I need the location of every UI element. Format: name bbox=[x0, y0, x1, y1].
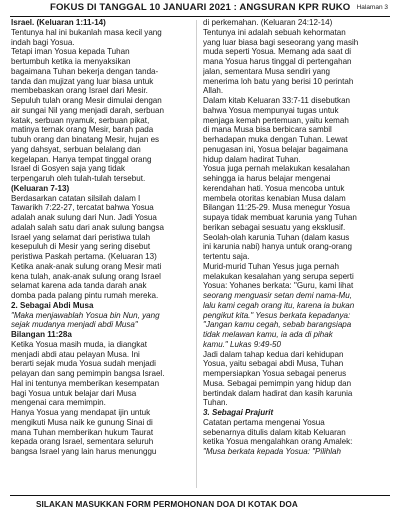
text-line: mengikuti Musa naik ke gunung Sinai di bbox=[11, 417, 153, 427]
text-line: bertindak dalam hadirat dan kasih karunia bbox=[203, 388, 353, 398]
text-line: domba pada palang pintu rumah mereka. bbox=[11, 291, 159, 300]
quote-line: kamu." Lukas 9:49-50 bbox=[203, 339, 282, 349]
text-line: Yosua juga pernah melakukan kesalahan bbox=[203, 164, 350, 174]
page-footer bbox=[10, 495, 390, 512]
text-line: Ketika Yosua masih muda, ia diangkat bbox=[11, 339, 147, 349]
text-line: bangsa Israel yang lain harus menunggu bbox=[11, 447, 157, 456]
text-line: sebenarnya ditulis dalam kitab Keluaran bbox=[203, 427, 346, 437]
text-line: Allah. bbox=[203, 86, 224, 96]
text-line: tanda dan mujizat yang luar biasa untuk bbox=[11, 76, 154, 86]
text-line: kegelapan. Hanya tempat tinggal orang bbox=[11, 154, 152, 164]
scripture-reference: Bilangan 11:28a bbox=[11, 330, 72, 339]
text-line: bagi Yosua untuk belajar dari Musa bbox=[11, 388, 137, 398]
text-line: yang luar biasa bagi seseorang yang masih bbox=[203, 37, 359, 47]
text-line: matinya ternak orang Mesir, barah pada bbox=[11, 125, 154, 135]
text-line: membela otoritas kenabian Musa dalam bbox=[203, 193, 346, 203]
text-line: Sepuluh tulah orang Mesir dimulai dengan bbox=[11, 96, 162, 105]
quote-line: pengikut kita." Yesus berkata kepadanya: bbox=[203, 310, 351, 320]
text-line: melakukan kesalahan yang serupa seperti bbox=[203, 271, 354, 281]
quote-line: "Musa berkata kepada Yosua: "Pilihlah bbox=[203, 447, 341, 456]
text-line: di mana Musa bisa berbicara sambil bbox=[203, 125, 332, 135]
text-line: Yosua: Yohanes berkata: "Guru, kami lihat bbox=[203, 281, 354, 291]
text-line: Berdasarkan catatan silsilah dalam I bbox=[11, 193, 141, 203]
quote-line: sejak mudanya menjadi abdi Musa" bbox=[11, 320, 138, 330]
section-heading: 2. Sebagai Abdi Musa bbox=[11, 300, 94, 310]
text-line: bahwa Yosua mempunyai tugas untuk bbox=[203, 105, 339, 115]
text-line: Dalam kitab Keluaran 33:7-11 disebutkan bbox=[203, 96, 351, 105]
text-line: mana Yosua harus tinggal di pertengahan bbox=[203, 57, 352, 66]
text-line: Israel di Gosyen saja yang tidak bbox=[11, 164, 126, 174]
text-line: berikan sebagai sesuatu yang eksklusif. bbox=[203, 222, 346, 232]
text-line: ini karunia nabi) hanya untuk orang-orang bbox=[203, 242, 352, 252]
text-line: tubuh orang dan binatang Mesir, hujan es bbox=[11, 135, 160, 144]
text-line: terpengaruh oleh tulah-tulah tersebut. bbox=[11, 174, 146, 183]
footer-notice: SILAKAN MASUKKAN FORM PERMOHONAN DOA DI KOTAK DOA bbox=[36, 500, 298, 509]
text-line: adalah anak sulung dari Nun. Jadi Yosua bbox=[11, 213, 157, 222]
text-line: Tawarikh 7:22-27, tercatat bahwa Yosua bbox=[11, 203, 154, 213]
text-line: Hanya Yosua yang mendapat ijin untuk bbox=[11, 408, 151, 417]
text-line: Murid-murid Tuhan Yesus juga pernah bbox=[203, 261, 339, 271]
text-line: menjadi abdi atau pelayan Musa. Ini bbox=[11, 349, 140, 359]
text-line: tertentu saja. bbox=[203, 252, 250, 261]
text-line: kesepuluh di Mesir yang sering disebut bbox=[11, 242, 151, 252]
text-line: yang dahsyat, serbuan belalang dan bbox=[11, 144, 141, 154]
text-line: di perkemahan. (Keluaran 24:12-14) bbox=[203, 18, 333, 27]
text-line: adalah salah satu dari anak sulung bangsa bbox=[11, 222, 165, 232]
text-line: Tentunya hal ini bukanlah masa kecil yang bbox=[11, 27, 162, 37]
text-line: indah bagi Yosua. bbox=[11, 37, 75, 47]
text-line: kena tulah, anak-anak sulung orang Israel bbox=[11, 271, 161, 281]
text-line: Tetapi iman Yosua kepada Tuhan bbox=[11, 47, 130, 57]
right-column bbox=[203, 18, 390, 490]
text-line: Hal ini tentunya memberikan kesempatan bbox=[11, 378, 160, 388]
text-line: bertumbuh ketika ia menyaksikan bbox=[11, 57, 131, 66]
text-line: sehingga ia harus belajar mengenai bbox=[203, 174, 331, 183]
quote-line: "Jangan kamu cegah, sebab barangsiapa bbox=[203, 320, 352, 330]
text-line: Ketika anak-anak sulung orang Mesir mati bbox=[11, 261, 162, 271]
text-line: hidup dalam hadirat Tuhan. bbox=[203, 154, 301, 164]
text-line: jalan, sementara Musa sendiri yang bbox=[203, 66, 331, 76]
text-line: Catatan pertama mengenai Yosua bbox=[203, 417, 325, 427]
text-line: membebaskan orang Israel dari Mesir. bbox=[11, 86, 148, 96]
page-number: Halaman 3 bbox=[356, 4, 388, 11]
scripture-reference: (Keluaran 7-13) bbox=[11, 183, 70, 193]
text-line: penugasan ini, Yosua belajar bagaimana bbox=[203, 144, 348, 154]
text-line: mana Tuhan memberikan hukum Taurat bbox=[11, 427, 154, 437]
text-line: Yosua, yaitu sebagai abdi Musa, Tuhan bbox=[203, 359, 344, 369]
text-line: ketika Yosua mengalahkan orang Amalek: bbox=[203, 437, 353, 447]
text-line: pelayan dan sang pemimpin bangsa Israel. bbox=[11, 369, 165, 378]
quote-line: tidak melawan kamu, ia ada di pihak bbox=[203, 330, 333, 339]
text-line: Tuhan. bbox=[203, 398, 228, 408]
text-line: muda seperti Yosua. Memang ada saat di bbox=[203, 47, 352, 57]
text-line: supaya tidak membuat karunia yang Tuhan bbox=[203, 213, 357, 222]
quote-line: seorang menguasir setan demi nama-Mu, bbox=[203, 291, 352, 300]
text-line: bagaimana Tuhan bekerja dengan tanda- bbox=[11, 66, 159, 76]
column-divider bbox=[196, 20, 197, 488]
text-line: kepada orang Israel, sementara seluruh bbox=[11, 437, 154, 447]
text-line: Seolah-olah karunia Tuhan (dalam kasus bbox=[203, 232, 350, 242]
text-line: menerima loh batu yang berisi 10 perintah bbox=[203, 76, 354, 86]
text-line: berarti sejak muda Yosua sudah menjadi bbox=[11, 359, 156, 369]
text-line: kerendahan hati. Yosua mencoba untuk bbox=[203, 183, 345, 193]
text-line: berhadapan muka dengan Tuhan. Lewat bbox=[203, 135, 348, 144]
text-line: Israel. (Keluaran 1:11-14) bbox=[11, 18, 106, 27]
quote-line: "Maka menjawablah Yosua bin Nun, yang bbox=[11, 310, 160, 320]
quote-line: lalu kami cegah orang itu, karena ia bukan bbox=[203, 300, 355, 310]
section-heading: 3. Sebagai Prajurit bbox=[203, 408, 274, 417]
page-header bbox=[10, 2, 390, 17]
text-line: Musa. Sebagai pemimpin yang hidup dan bbox=[203, 378, 352, 388]
text-line: menjaga kemah pertemuan, yaitu kemah bbox=[203, 115, 349, 125]
text-line: Bilangan 11:25-29. Musa menegur Yosua bbox=[203, 203, 351, 213]
text-line: air sungai Nil yang menjadi darah, serbuan bbox=[11, 105, 164, 115]
text-line: Tentunya ini adalah sebuah kehormatan bbox=[203, 27, 346, 37]
text-line: mengenai cara memimpin. bbox=[11, 398, 106, 408]
text-line: Jadi dalam tahap kedua dari kehidupan bbox=[203, 349, 344, 359]
header-title: FOKUS DI TANGGAL 10 JANUARI 2021 : ANGSURAN KPR RUKO bbox=[50, 2, 351, 13]
left-column bbox=[11, 18, 198, 490]
text-line: peristiwa Paskah pertama. (Keluaran 13) bbox=[11, 252, 157, 261]
text-line: selamat karena ada tanda darah anak bbox=[11, 281, 147, 291]
text-line: Israel yang selamat dari peristiwa tulah bbox=[11, 232, 151, 242]
text-line: mempersiapkan Yosua sebagai penerus bbox=[203, 369, 347, 378]
text-line: katak, serbuan nyamuk, serbuan pikat, bbox=[11, 115, 150, 125]
